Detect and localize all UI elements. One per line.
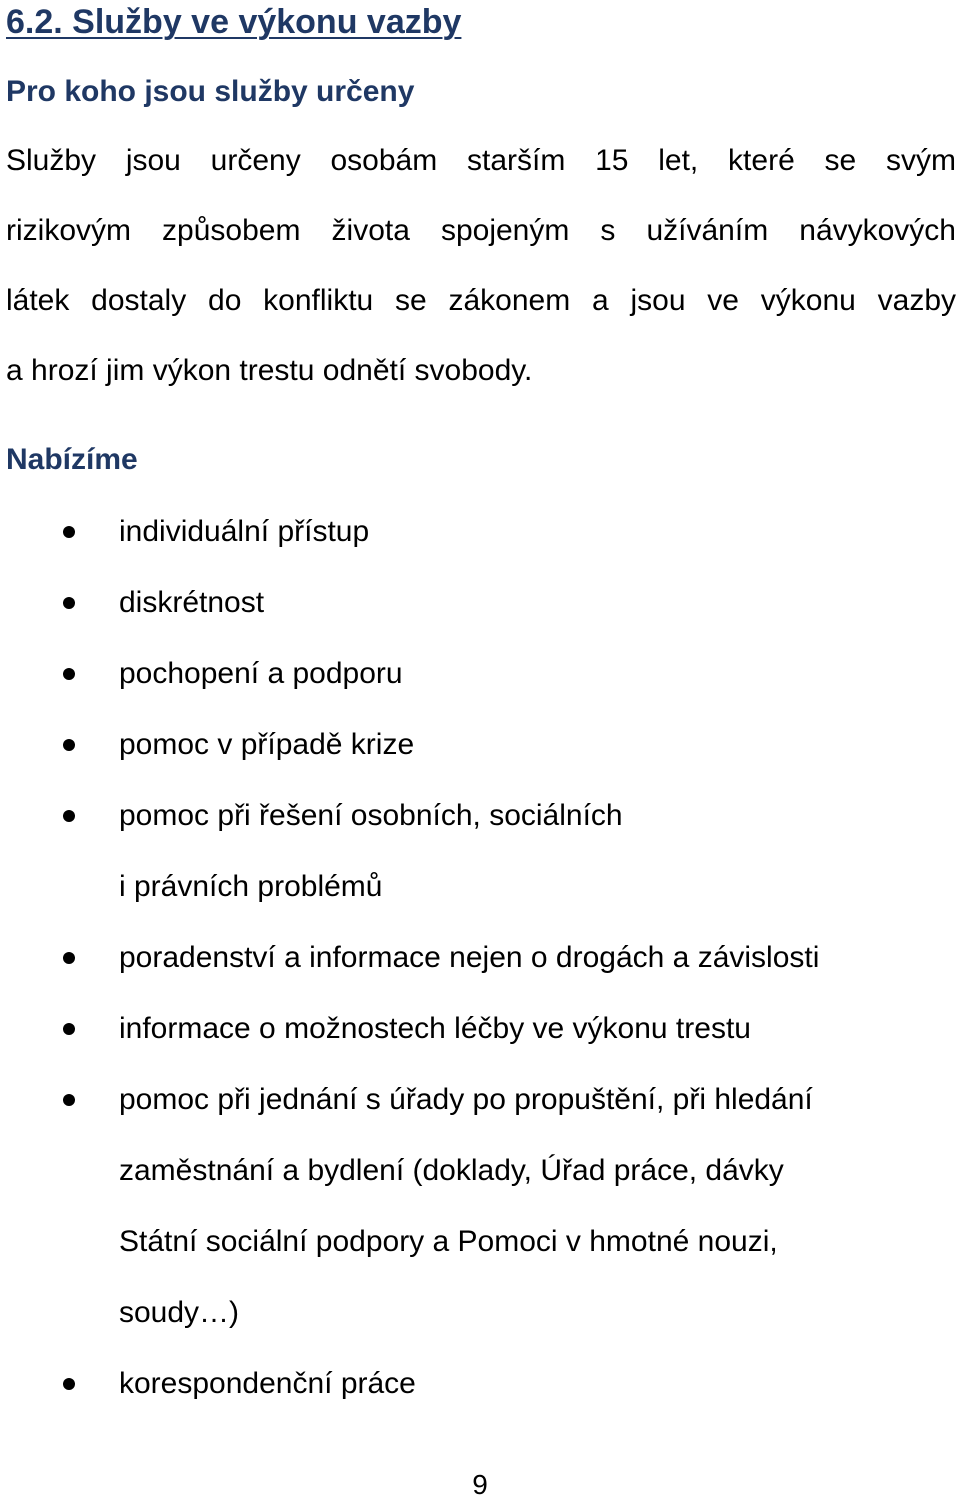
list-item-text: diskrétnost xyxy=(119,586,265,619)
list-item xyxy=(0,1348,939,1419)
list-item-text: informace o možnostech léčby ve výkonu trestu xyxy=(119,1012,751,1045)
bullet-icon xyxy=(63,526,75,538)
list-item-text: i právních problémů xyxy=(119,870,383,903)
page-number: 9 xyxy=(472,1469,488,1500)
paragraph-line: Služby jsou určeny osobám starším 15 let, které se svým xyxy=(6,144,956,177)
list-item xyxy=(0,993,939,1064)
list-item-text: soudy…) xyxy=(119,1296,240,1329)
list-item-text: individuální přístup xyxy=(119,515,370,548)
list-item xyxy=(0,780,939,922)
list-item-text: Státní sociální podpory a Pomoci v hmotné nouzi, xyxy=(119,1225,778,1258)
list-item xyxy=(0,496,939,567)
list-item-text: pochopení a podporu xyxy=(119,657,403,690)
list-item xyxy=(0,567,939,638)
bullet-icon xyxy=(63,1023,75,1035)
offer-heading: Nabízíme xyxy=(6,443,138,476)
list-item-text: zaměstnání a bydlení (doklady, Úřad práce, dávky xyxy=(119,1154,784,1187)
bullet-icon xyxy=(63,597,75,609)
list-item-text: pomoc při jednání s úřady po propuštění, při hledání xyxy=(119,1083,813,1116)
list-item-text: poradenství a informace nejen o drogách a závislosti xyxy=(119,941,820,974)
bullet-icon xyxy=(63,1378,75,1390)
list-item-text: korespondenční práce xyxy=(119,1367,416,1400)
bullet-icon xyxy=(63,668,75,680)
bullet-icon xyxy=(63,1094,75,1106)
offer-list xyxy=(0,496,960,1419)
list-item-text: pomoc při řešení osobních, sociálních xyxy=(119,799,623,832)
bullet-icon xyxy=(63,739,75,751)
bullet-icon xyxy=(63,952,75,964)
list-item xyxy=(0,709,939,780)
section-title: 6.2. Služby ve výkonu vazby xyxy=(6,3,462,41)
list-item xyxy=(0,638,939,709)
target-group-heading: Pro koho jsou služby určeny xyxy=(6,75,415,108)
paragraph-line: látek dostaly do konfliktu se zákonem a jsou ve výkonu vazby xyxy=(6,284,956,317)
paragraph-line: rizikovým způsobem života spojeným s užíváním návykových xyxy=(6,214,956,247)
list-item xyxy=(0,1064,939,1348)
target-group-paragraph xyxy=(6,126,956,406)
list-item xyxy=(0,922,939,993)
paragraph-line: a hrozí jim výkon trestu odnětí svobody. xyxy=(6,354,533,387)
bullet-icon xyxy=(63,810,75,822)
list-item-text: pomoc v případě krize xyxy=(119,728,415,761)
